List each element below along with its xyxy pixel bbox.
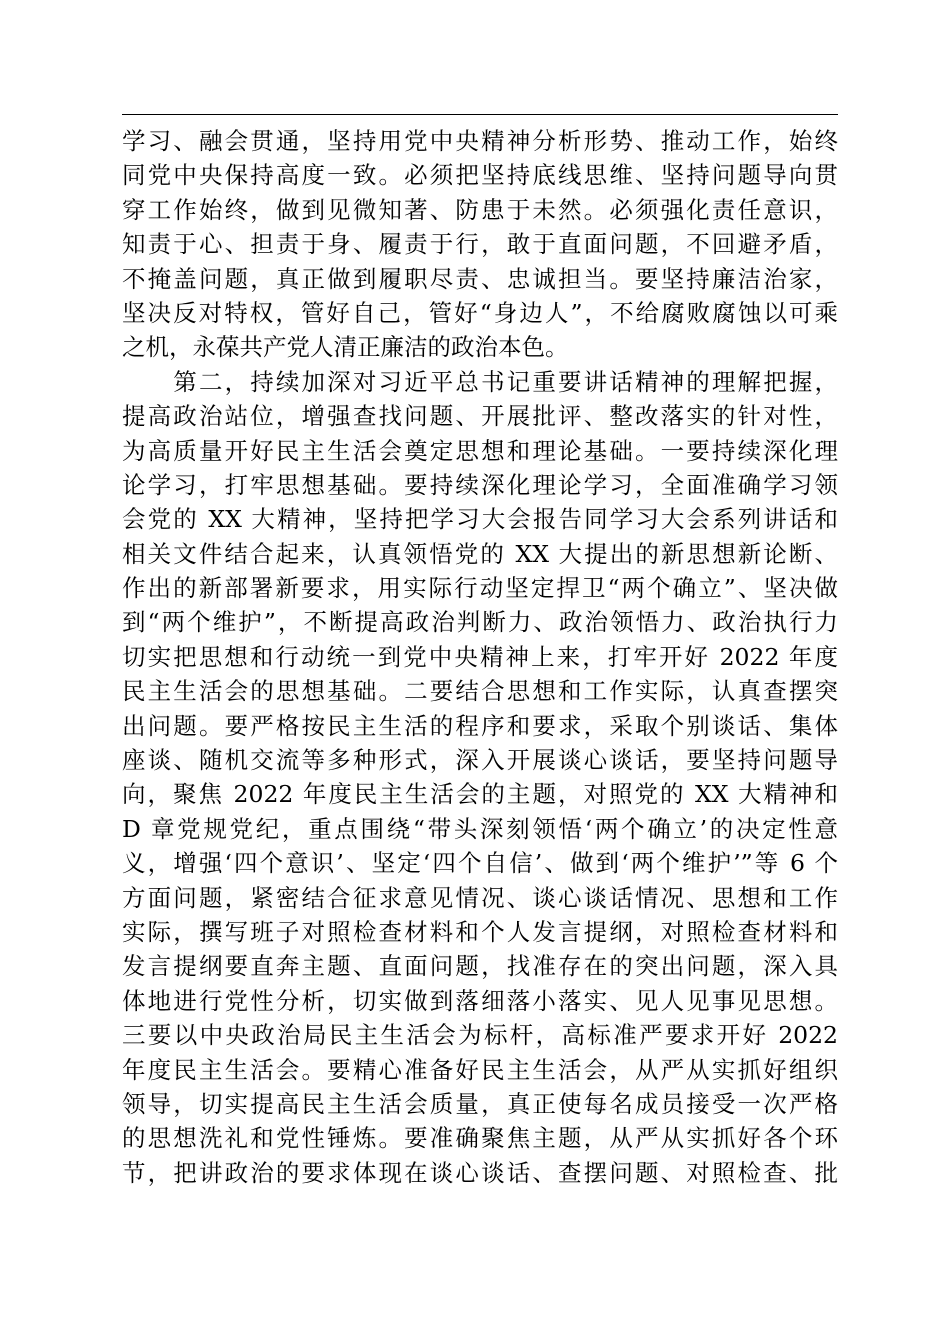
text-line: 知责于心、担责于身、履责于行，敢于直面问题，不回避矛盾， (122, 230, 838, 259)
text-line: 不掩盖问题，真正做到履职尽责、忠诚担当。要坚持廉洁治家， (122, 264, 838, 293)
text-line: 论学习，打牢思想基础。要持续深化理论学习，全面准确学习领 (122, 470, 838, 499)
text-line: 节，把讲政治的要求体现在谈心谈话、查摆问题、对照检查、批 (122, 1158, 838, 1187)
text-line: 相关文件结合起来，认真领悟党的 XX 大提出的新思想新论断、 (122, 539, 838, 568)
text-line: 出问题。要严格按民主生活的程序和要求，采取个别谈话、集体 (122, 711, 838, 740)
text-line: 同党中央保持高度一致。必须把坚持底线思维、坚持问题导向贯 (122, 161, 838, 190)
text-line: 义，增强‘四个意识’、坚定‘四个自信’、做到‘两个维护’”等 6 个 (122, 849, 838, 878)
text-line: 实际，撰写班子对照检查材料和个人发言提纲，对照检查材料和 (122, 917, 838, 946)
text-line: 的思想洗礼和党性锤炼。要准确聚焦主题，从严从实抓好各个环 (122, 1124, 838, 1153)
text-line: 为高质量开好民主生活会奠定思想和理论基础。一要持续深化理 (122, 436, 838, 465)
text-line: 第二，持续加深对习近平总书记重要讲话精神的理解把握， (122, 367, 838, 396)
text-line: 体地进行党性分析，切实做到落细落小落实、见人见事见思想。 (122, 986, 838, 1015)
text-line: 座谈、随机交流等多种形式，深入开展谈心谈话，要坚持问题导 (122, 746, 838, 775)
text-line: 提高政治站位，增强查找问题、开展批评、整改落实的针对性， (122, 402, 838, 431)
header-rule (122, 114, 838, 115)
text-line: 年度民主生活会。要精心准备好民主生活会，从严从实抓好组织 (122, 1055, 838, 1084)
text-line: D 章党规党纪，重点围绕“带头深刻领悟‘两个确立’的决定性意 (122, 814, 838, 843)
text-line: 三要以中央政治局民主生活会为标杆，高标准严要求开好 2022 (122, 1021, 838, 1050)
text-line: 会党的 XX 大精神，坚持把学习大会报告同学习大会系列讲话和 (122, 505, 838, 534)
text-line: 之机，永葆共产党人清正廉洁的政治本色。 (122, 333, 569, 362)
text-line: 发言提纲要直奔主题、直面问题，找准存在的突出问题，深入具 (122, 952, 838, 981)
text-line: 穿工作始终，做到见微知著、防患于未然。必须强化责任意识， (122, 195, 838, 224)
text-line: 坚决反对特权，管好自己，管好“身边人”，不给腐败腐蚀以可乘 (122, 298, 838, 327)
text-line: 切实把思想和行动统一到党中央精神上来，打牢开好 2022 年度 (122, 642, 838, 671)
text-line: 到“两个维护”，不断提高政治判断力、政治领悟力、政治执行力 (122, 608, 838, 637)
text-line: 领导，切实提高民主生活会质量，真正使每名成员接受一次严格 (122, 1089, 838, 1118)
text-line: 民主生活会的思想基础。二要结合思想和工作实际，认真查摆突 (122, 677, 838, 706)
text-line: 学习、融会贯通，坚持用党中央精神分析形势、推动工作，始终 (122, 127, 838, 155)
text-line: 方面问题，紧密结合征求意见情况、谈心谈话情况、思想和工作 (122, 883, 838, 912)
text-line: 作出的新部署新要求，用实际行动坚定捍卫“两个确立”、坚决做 (122, 574, 838, 603)
text-line: 向，聚焦 2022 年度民主生活会的主题，对照党的 XX 大精神和 (122, 780, 838, 809)
document-body (122, 124, 838, 1190)
